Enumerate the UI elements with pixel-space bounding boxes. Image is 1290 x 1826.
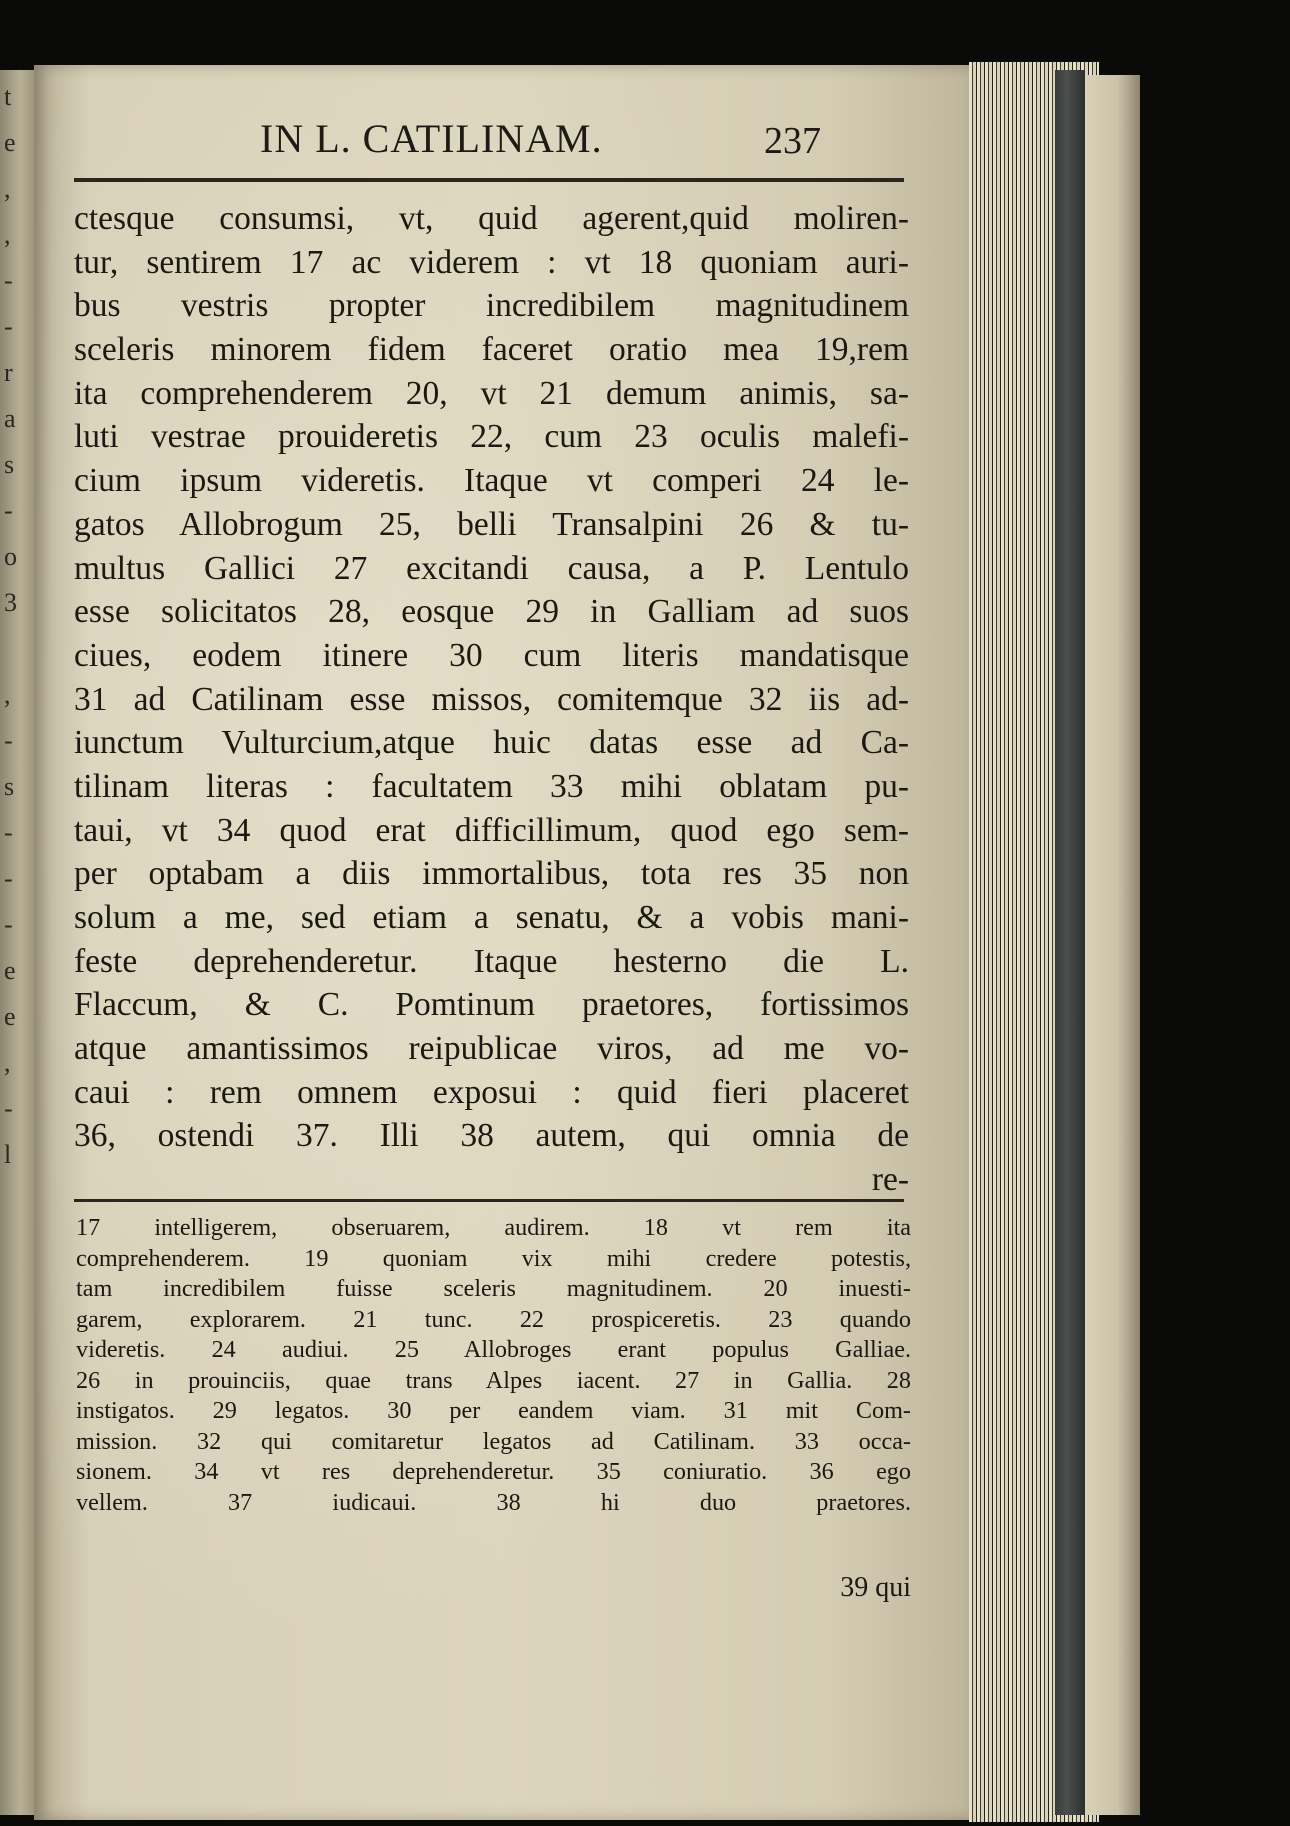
previous-page-letter: - — [4, 312, 13, 341]
footnotes — [76, 1213, 911, 1518]
previous-page-letter: - — [4, 726, 13, 755]
text-line: multus Gallici 27 excitandi causa, a P. Lentulo — [74, 549, 909, 587]
text-line: per optabam a diis immortalibus, tota res 35 non — [74, 855, 909, 893]
footnote-line: vellem. 37 iudicaui. 38 hi duo praetores. — [76, 1488, 911, 1516]
header-rule — [74, 178, 904, 182]
text-line: atque amantissimos reipublicae viros, ad me vo- — [74, 1030, 909, 1068]
text-line: ciues, eodem itinere 30 cum literis mandatisque — [74, 636, 909, 674]
footnote-line: videretis. 24 audiui. 25 Allobroges erant populus Galliae. — [76, 1336, 911, 1363]
text-line: cium ipsum videretis. Itaque vt comperi 24 le- — [74, 462, 909, 500]
text-line: 36, ostendi 37. Illi 38 autem, qui omnia de — [74, 1117, 909, 1155]
previous-page-letter: e — [4, 1002, 16, 1031]
footnote-line: garem, explorarem. 21 tunc. 22 prospiceretis. 23 quando — [76, 1305, 911, 1333]
previous-page-letter: , — [4, 680, 11, 709]
previous-page-letter: s — [4, 450, 15, 479]
page-edges-shadow — [1055, 70, 1085, 1815]
text-line: gatos Allobrogum 25, belli Transalpini 26 & tu- — [74, 505, 909, 543]
previous-page-letter: l — [4, 1140, 12, 1169]
footnote-rule — [74, 1199, 904, 1202]
footnote-line: sionem. 34 vt res deprehenderetur. 35 coniuratio. 36 ego — [76, 1458, 911, 1485]
previous-page-letters — [4, 74, 30, 1814]
text-line: tilinam literas : facultatem 33 mihi oblatam pu- — [74, 767, 909, 805]
main-text — [74, 197, 909, 1202]
previous-page-letter: - — [4, 496, 13, 525]
text-line: sceleris minorem fidem faceret oratio mea 19,rem — [74, 331, 909, 369]
previous-page-letter: a — [4, 404, 16, 433]
previous-page-letter: s — [4, 772, 15, 801]
previous-page-letter: , — [4, 220, 11, 249]
previous-page-letter: - — [4, 864, 13, 893]
text-line: solum a me, sed etiam a senatu, & a vobis mani- — [74, 899, 909, 936]
previous-page-letter: - — [4, 910, 13, 939]
previous-page-edge — [0, 70, 34, 1815]
footnote-line: 17 intelligerem, obseruarem, audirem. 18 vt rem ita — [76, 1214, 911, 1241]
running-head — [34, 115, 969, 175]
text-line: tur, sentirem 17 ac viderem : vt 18 quoniam auri- — [74, 243, 909, 281]
previous-page-letter: o — [4, 542, 17, 571]
previous-page-letter: 3 — [4, 588, 17, 617]
book-cover-edge — [1085, 75, 1140, 1815]
text-line: taui, vt 34 quod erat difficillimum, quod ego sem- — [74, 811, 909, 849]
previous-page-letter: e — [4, 128, 16, 157]
text-line: ita comprehenderem 20, vt 21 demum animis, sa- — [74, 374, 909, 412]
text-line: iunctum Vulturcium,atque huic datas esse ad Ca- — [74, 724, 909, 762]
text-line: esse solicitatos 28, eosque 29 in Galliam ad suos — [74, 593, 909, 631]
text-line: Flaccum, & C. Pomtinum praetores, fortissimos — [74, 986, 909, 1024]
previous-page-letter: , — [4, 174, 11, 203]
text-line: bus vestris propter incredibilem magnitudinem — [74, 287, 909, 325]
book-page — [34, 65, 969, 1820]
text-line: feste deprehenderetur. Itaque hesterno die L. — [74, 942, 909, 980]
text-line: caui : rem omnem exposui : quid fieri placeret — [74, 1073, 909, 1111]
text-line: re- — [871, 1161, 909, 1199]
previous-page-letter — [4, 626, 30, 672]
previous-page-letter: , — [4, 1048, 11, 1077]
previous-page-letter: r — [4, 358, 13, 387]
text-line: ctesque consumsi, vt, quid agerent,quid moliren- — [74, 200, 909, 237]
running-head-title: IN L. CATILINAM. — [260, 116, 603, 161]
footnote-line: 26 in prouinciis, quae trans Alpes iacent. 27 in Gallia. 28 — [76, 1366, 911, 1394]
page-number: 237 — [764, 120, 821, 162]
previous-page-letter: - — [4, 818, 13, 847]
previous-page-letter: e — [4, 956, 16, 985]
footnote-line: instigatos. 29 legatos. 30 per eandem viam. 31 mit Com- — [76, 1397, 911, 1424]
previous-page-letter: - — [4, 1094, 13, 1123]
text-line: luti vestrae prouideretis 22, cum 23 oculis malefi- — [74, 418, 909, 456]
previous-page-letter: t — [4, 82, 12, 111]
footnote-line: comprehenderem. 19 quoniam vix mihi credere potestis, — [76, 1244, 911, 1272]
text-line: 31 ad Catilinam esse missos, comitemque 32 iis ad- — [74, 680, 909, 718]
previous-page-letter: - — [4, 266, 13, 295]
catchword: 39 qui — [840, 1572, 911, 1603]
footnote-line: mission. 32 qui comitaretur legatos ad Catilinam. 33 occa- — [76, 1427, 911, 1455]
footnote-line: tam incredibilem fuisse sceleris magnitudinem. 20 inuesti- — [76, 1275, 911, 1302]
